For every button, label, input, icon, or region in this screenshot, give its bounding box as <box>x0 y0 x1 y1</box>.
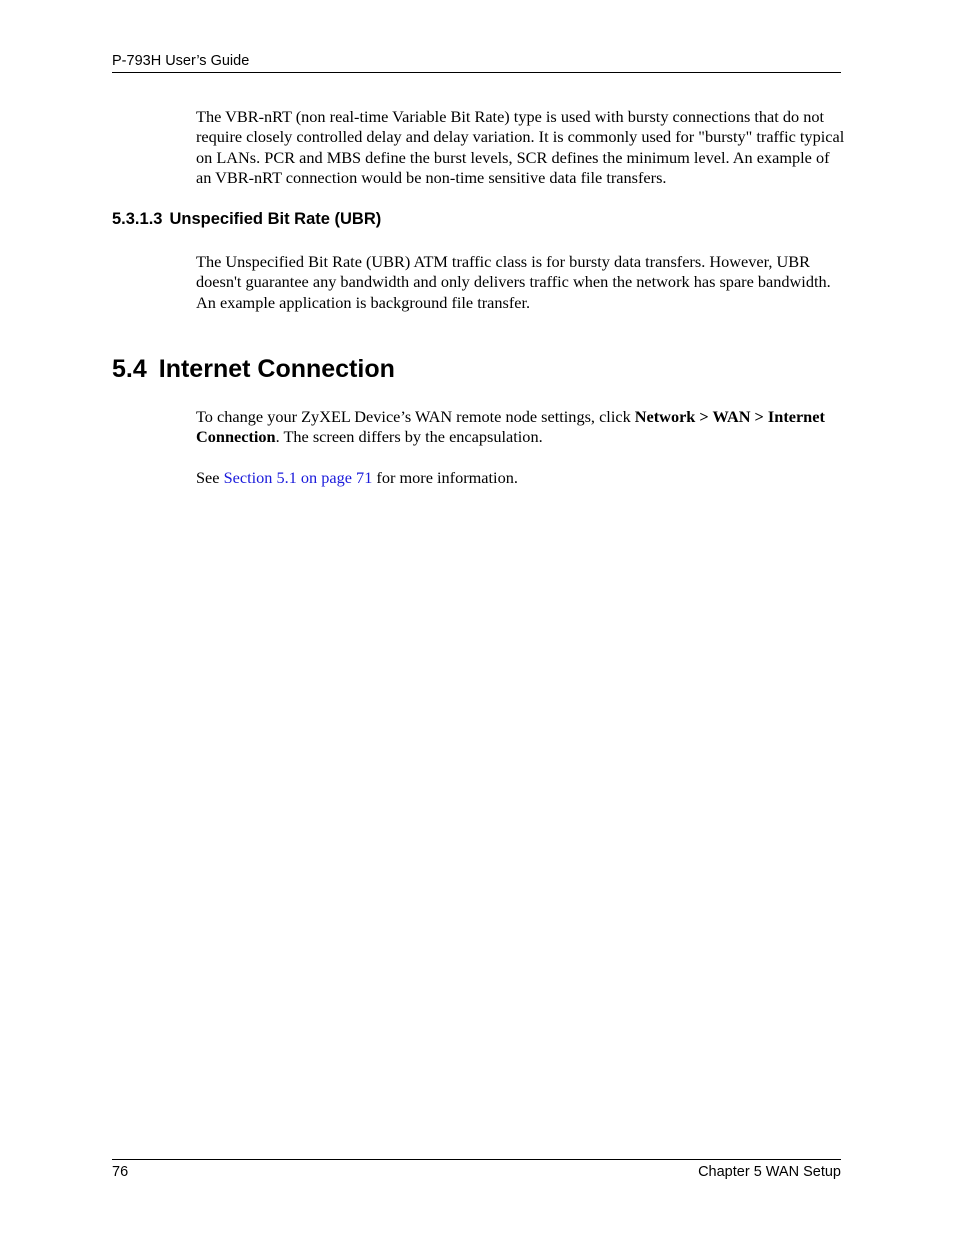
see-text-after: for more information. <box>372 468 518 487</box>
page-footer <box>112 1159 841 1184</box>
page-header <box>112 51 841 73</box>
internet-connection-title: Internet Connection <box>158 355 395 383</box>
internet-connection-number: 5.4 <box>112 355 147 383</box>
internet-connection-intro <box>196 407 846 448</box>
vbr-nrt-paragraph: The VBR-nRT (non real-time Variable Bit Rate) type is used with bursty connections that do not require closely controlled delay and delay variation. It is commonly used for "bursty" traffic typical on LANs. PCR and MBS define the burst levels, SCR defines the minimum level. An example of an VBR-nRT connection would be non-time sensitive data file transfers. <box>196 107 845 188</box>
see-section-paragraph <box>196 468 846 488</box>
page-number: 76 <box>112 1164 129 1180</box>
header-title: P-793H User’s Guide <box>112 53 250 69</box>
section-5-1-link[interactable]: Section 5.1 on page 71 <box>223 468 373 487</box>
menu-path-network-wan: Network > WAN > <box>634 407 764 426</box>
intro-text-after: . The screen differs by the encapsulation. <box>275 427 543 447</box>
ubr-section-title: Unspecified Bit Rate (UBR) <box>169 210 382 228</box>
ubr-subheading <box>112 209 381 229</box>
menu-path-internet-connection: Internet Connection <box>196 407 825 447</box>
chapter-title: Chapter 5 WAN Setup <box>698 1164 841 1180</box>
see-text-before: See <box>196 468 224 487</box>
intro-text-before: To change your ZyXEL Device’s WAN remote node settings, click <box>196 407 635 426</box>
internet-connection-heading <box>112 353 395 385</box>
ubr-section-number: 5.3.1.3 <box>112 210 163 228</box>
ubr-paragraph: The Unspecified Bit Rate (UBR) ATM traffic class is for bursty data transfers. However, UBR doesn't guarantee any bandwidth and only delivers traffic when the network has spare bandwidth. An example application is background file transfer. <box>196 252 831 312</box>
